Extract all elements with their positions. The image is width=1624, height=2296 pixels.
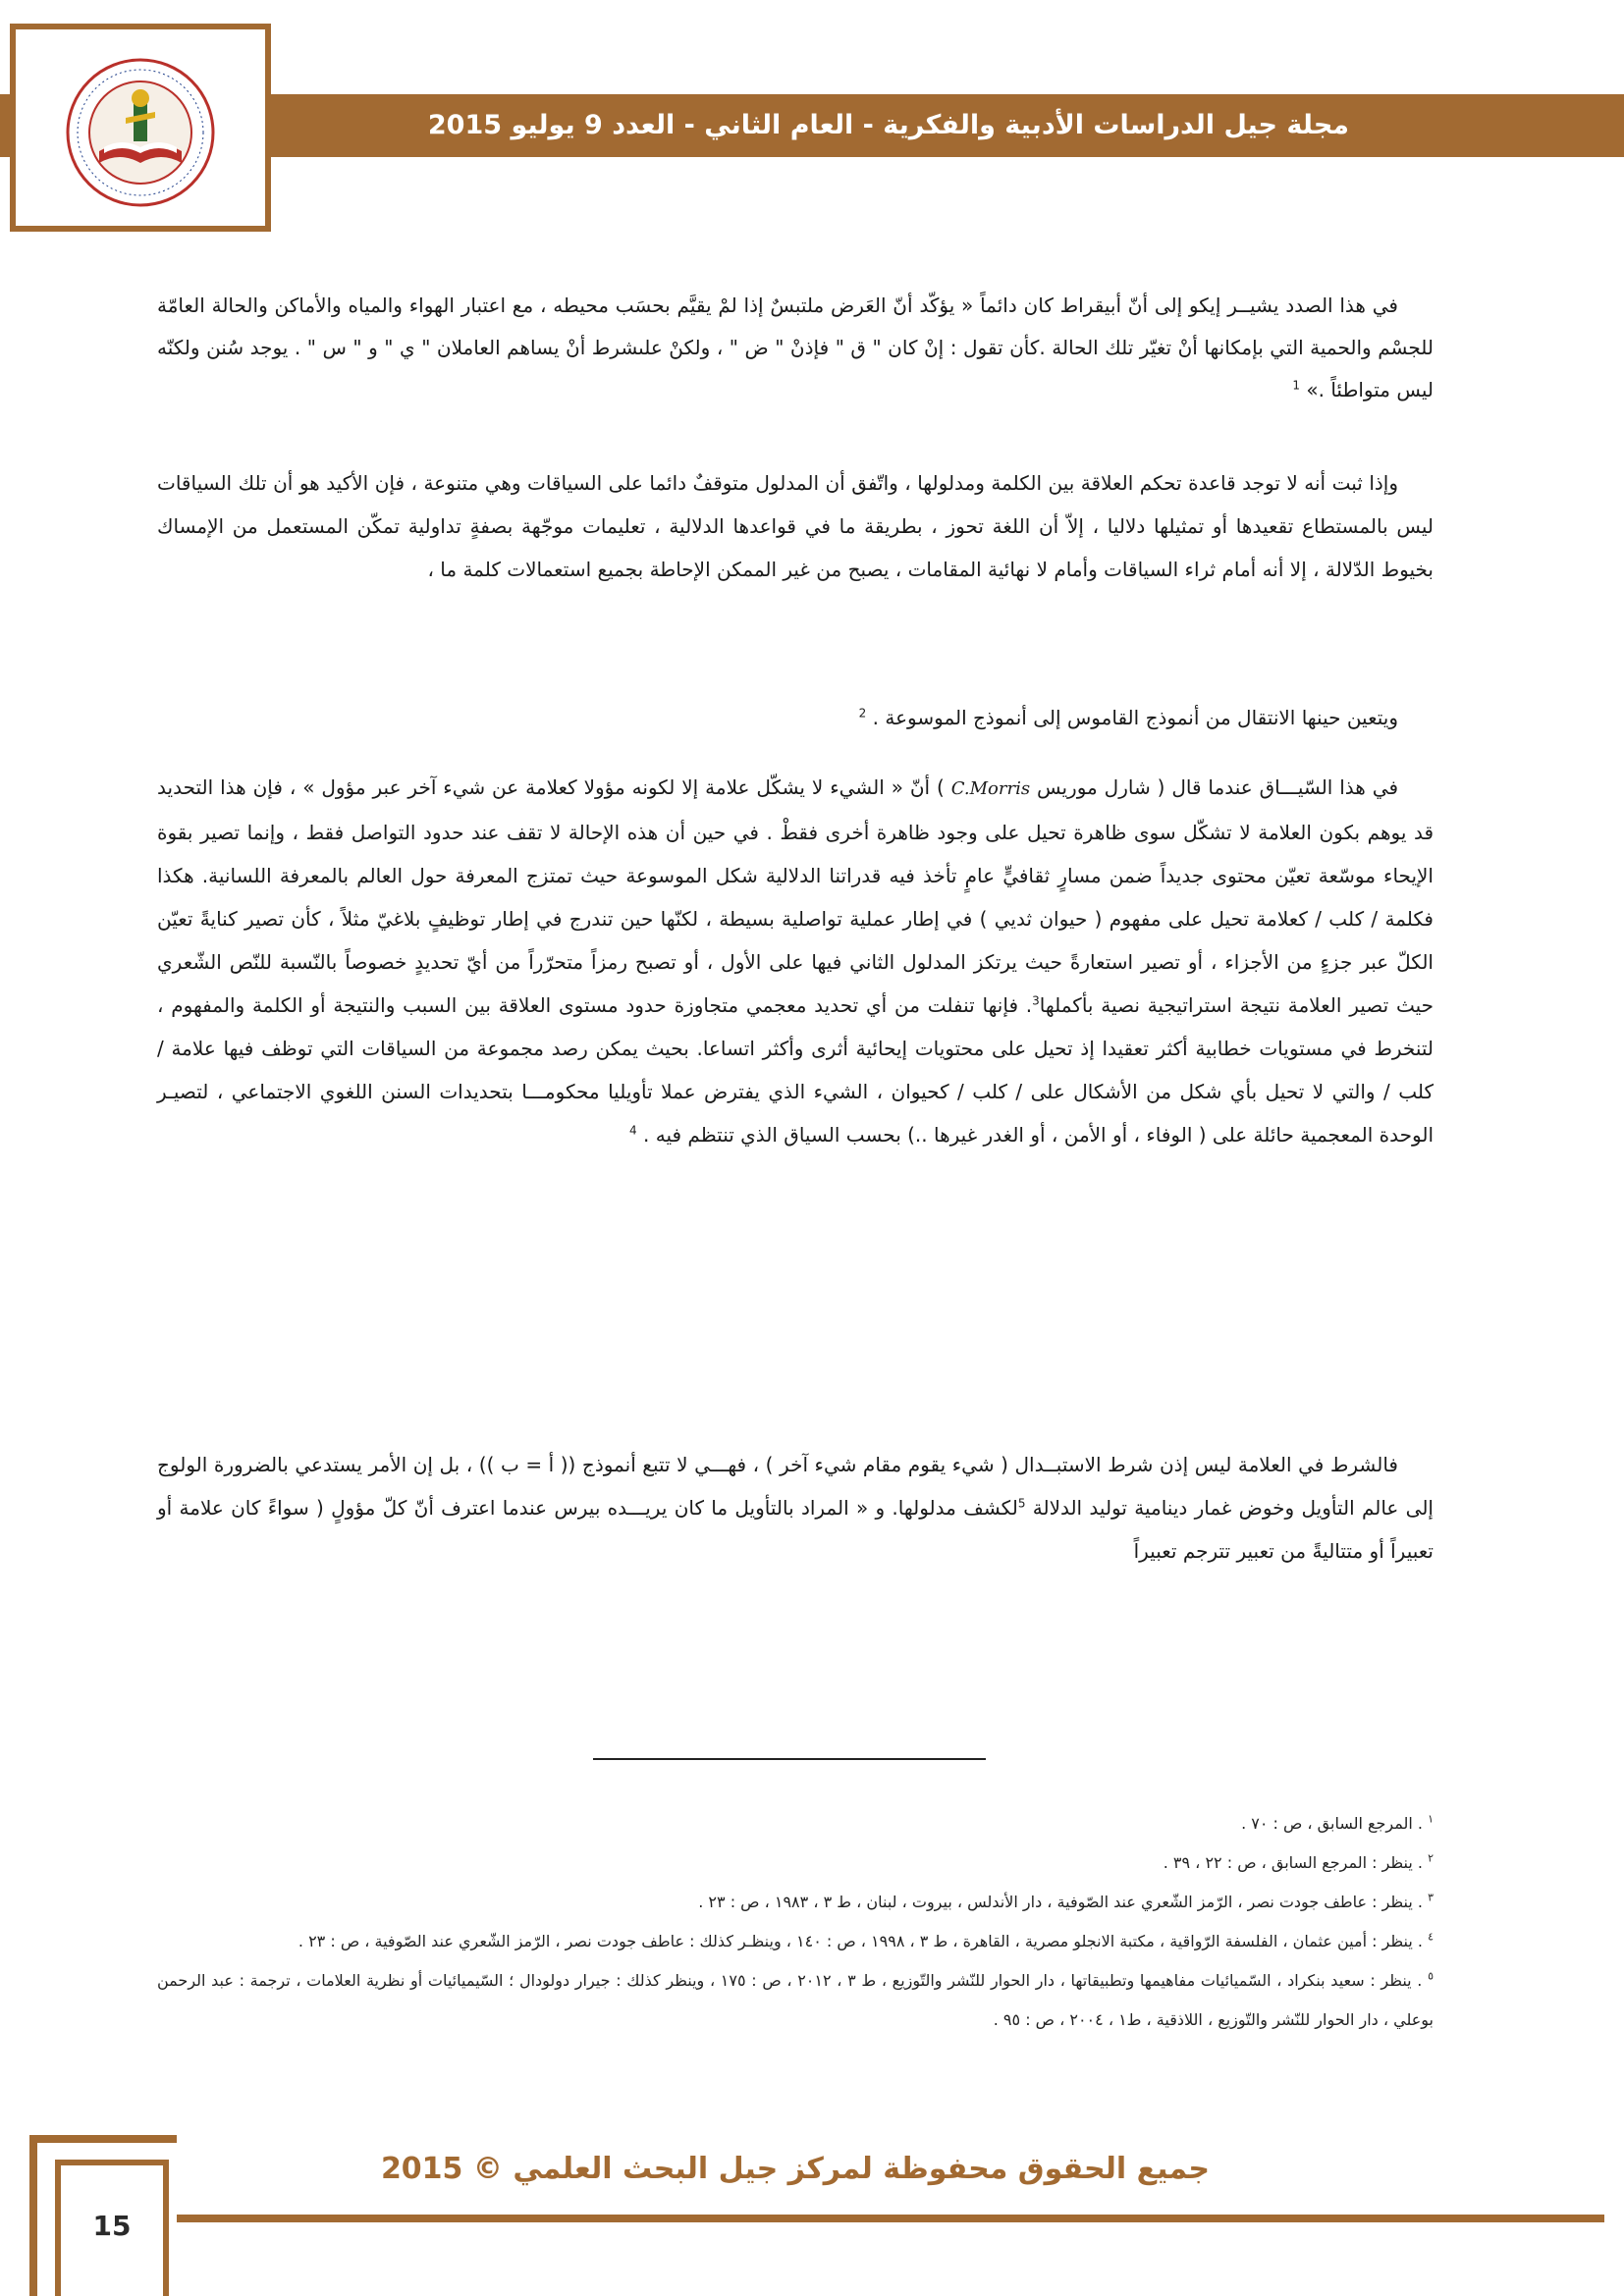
footnote-number: ٤	[1428, 1930, 1434, 1944]
footnote-ref-2[interactable]: 2	[858, 706, 867, 721]
footnote-text: . ينظر : أمين عثمان ، الفلسفة الرّواقية ، مكتبة الانجلو مصرية ، القاهرة ، ط ٣ ، ١٩٩٨ ، ص : ١٤٠ ، وينظـر كذلك : عاطف جودت نصر ، الرّمز الشّعري عند الصّوفية ، ص : ٢٣ .	[298, 1932, 1429, 1950]
footnote-number: ٣	[1428, 1891, 1434, 1904]
logo-frame	[10, 24, 271, 232]
footer-frame-top	[29, 2135, 177, 2143]
paragraph-4-text-a: في هذا السّيـــاق عندما قال ( شارل موريس	[1030, 775, 1399, 799]
logo-emblem-icon	[65, 57, 216, 208]
footnote-text: . ينظر : سعيد بنكراد ، السّميائيات مفاهيمها وتطبيقاتها ، دار الحوار للنّشر والتّوزيع ، ط ٣ ، ٢٠١٢ ، ص : ١٧٥ ، وينظر كذلك : جيرار دولودال ؛ السّيميائيات أو نظرية العلامات ، ترجمة : عبد الرحمن بوعلي ، دار الحوار للنّشر والتّوزيع ، اللاذقية ، ط١ ، ٢٠٠٤ ، ص : ٩٥ .	[157, 1971, 1434, 2029]
author-latin-name: C.Morris	[950, 778, 1031, 799]
journal-title: مجلة جيل الدراسات الأدبية والفكرية - العام الثاني - العدد 9 يوليو 2015	[427, 110, 1349, 140]
paragraph-2-text: وإذا ثبت أنه لا توجد قاعدة تحكم العلاقة بين الكلمة ومدلولها ، واتّفق أن المدلول متوقفٌ دائما على السياقات وهي متنوعة ، فإن الأكيد هو أن تلك السياقات ليس بالمستطاع تقعيدها أو تمثيلها دلاليا ، إلاّ أن اللغة تحوز ، بطريقة ما في قواعدها الدلالية ، تعليمات موجّهة بصفةٍ تداولية تمكّن المستعمل من الإمساك بخيوط الدّلالة ، إلا أنه أمام ثراء السياقات وأمام لا نهائية المقامات ، يصبح من غير الممكن الإحاطة بجميع استعمالات كلمة ما ،	[157, 471, 1434, 581]
paragraph-4	[157, 766, 1434, 1156]
footnote-ref-1[interactable]: 1	[1292, 378, 1301, 393]
paragraph-3-text: ويتعين حينها الانتقال من أنموذج القاموس إلى أنموذج الموسوعة .	[866, 706, 1398, 729]
copyright-notice: جميع الحقوق محفوظة لمركز جيل البحث العلمي © 2015	[380, 2152, 1211, 2186]
footer-frame-left	[29, 2135, 37, 2296]
footnotes	[157, 1804, 1434, 2040]
page-number: 15	[92, 2210, 132, 2242]
footnote-number: ٥	[1428, 1969, 1434, 1983]
paragraph-3	[157, 697, 1434, 739]
journal-logo	[65, 57, 216, 208]
footnote-text: . ينظر : عاطف جودت نصر ، الرّمز الشّعري عند الصّوفية ، دار الأندلس ، بيروت ، لبنان ، ط ٣ ، ١٩٨٣ ، ص : ٢٣ .	[698, 1893, 1429, 1911]
footnote-item	[157, 1843, 1434, 1883]
footnote-text: . المرجع السابق ، ص : ٧٠ .	[1241, 1814, 1429, 1833]
footnote-item	[157, 1961, 1434, 2040]
footer-rule	[177, 2215, 1604, 2222]
footnote-ref-3[interactable]: 3	[1032, 993, 1040, 1008]
paragraph-1	[157, 285, 1434, 411]
footnote-ref-5[interactable]: 5	[1017, 1496, 1026, 1511]
paragraph-2	[157, 461, 1434, 591]
footnote-number: ٢	[1428, 1851, 1434, 1865]
footnote-text: . ينظر : المرجع السابق ، ص : ٢٢ ، ٣٩ .	[1163, 1853, 1429, 1872]
paragraph-5-text-b: لكشف مدلولها. و « المراد بالتأويل ما كان يريـــده بيرس عندما اعترف أنّ كلّ مؤولٍ ( سواءً كان علامة أو تعبيراً أو متتاليةً من تعبير تترجم تعبيراً	[157, 1496, 1434, 1563]
footnote-number: ١	[1428, 1812, 1434, 1826]
footnote-ref-4[interactable]: 4	[629, 1123, 637, 1138]
paragraph-4-text-b: ) أنّ « الشيء لا يشكّل علامة إلا لكونه مؤولا كعلامة عن شيء آخر عبر مؤول » ، فإن هذا التحديد قد يوهم بكون العلامة لا تشكّل سوى ظاهرة تحيل على وجود ظاهرة أخرى فقطْ . في حين أن هذه الإحالة لا تقف عند حدود التواصل فقط ، وإنما تصير بقوة الإيحاء موسّعة تعيّن محتوى جديداً ضمن مسارٍ ثقافيٍّ عامٍ تأخذ فيه قدراتنا الدلالية شكل الموسوعة حيث تمتزج المعرفة حول العالم بالمعرفة اللسانية. هكذا فكلمة / كلب / كعلامة تحيل على مفهوم ( حيوان ثديي ) في إطار عملية تواصلية بسيطة ، لكنّها حين تندرج في إطار توظيفٍ بلاغيّ مثلاً ، كأن تصير كنايةً تعيّن الكلّ عبر جزءٍ من الأجزاء ، أو تصير استعارةً حيث يرتكز المدلول الثاني فيها على الأول ، أو تصبح رمزاً متحرّراً من أيّ تحديدٍ خصوصاً بالنّسبة للنّص الشّعري حيث تصير العلامة نتيجة استراتيجية نصية بأكملها	[157, 775, 1435, 1017]
footnote-separator	[593, 1758, 986, 1760]
paragraph-4-text-c: . فإنها تنفلت من أي تحديد معجمي متجاوزة حدود مستوى العلاقة بين السبب والنتيجة أو الكلمة والمفهوم ، لتنخرط في مستويات خطابية أكثر تعقيدا إذ تحيل على محتويات إيحائية أثرى وأكثر اتساعا. بحيث يمكن رصد مجموعة من السياقات التي توظف فيها علامة / كلب / والتي لا تحيل بأي شكل من الأشكال على / كلب / كحيوان ، الشيء الذي يفترض عملا تأويليا محكومـــا بتحديدات السنن اللغوي الاجتماعي ، لتصيـر الوحدة المعجمية حائلة على ( الوفاء ، أو الأمن ، أو الغدر غيرها ..) بحسب السياق الذي تنتظم فيه .	[157, 993, 1434, 1147]
paragraph-5-text-a: فالشرط في العلامة ليس إذن شرط الاستبــدال ( شيء يقوم مقام شيء آخر ) ، فهـــي لا تتبع أنموذج (( أ = ب )) ، بل إن الأمر يستدعي بالضرورة الولوج إلى عالم التأويل وخوض غمار دينامية توليد الدلالة	[157, 1453, 1434, 1520]
footnote-item	[157, 1883, 1434, 1922]
paragraph-5	[157, 1443, 1434, 1573]
paragraph-1-text: في هذا الصدد يشيــر إيكو إلى أنّ أبيقراط كان دائماً « يؤكّد أنّ العَرض ملتبسٌ إذا لمْ يقيَّم بحسَب محيطه ، مع اعتبار الهواء والمياه والأماكن والحالة العامّة للجسْم والحمية التي بإمكانها أنْ تغيّر تلك الحالة .كأن تقول : إنْ كان " ق " فإذنْ " ض " ، ولكنْ علىشرط أنْ يساهم العاملان " ي " و " س " . يوجد سُنن ولكنّه ليس متواطئاً .»	[157, 294, 1434, 401]
footnote-item	[157, 1804, 1434, 1843]
footnote-item	[157, 1922, 1434, 1961]
